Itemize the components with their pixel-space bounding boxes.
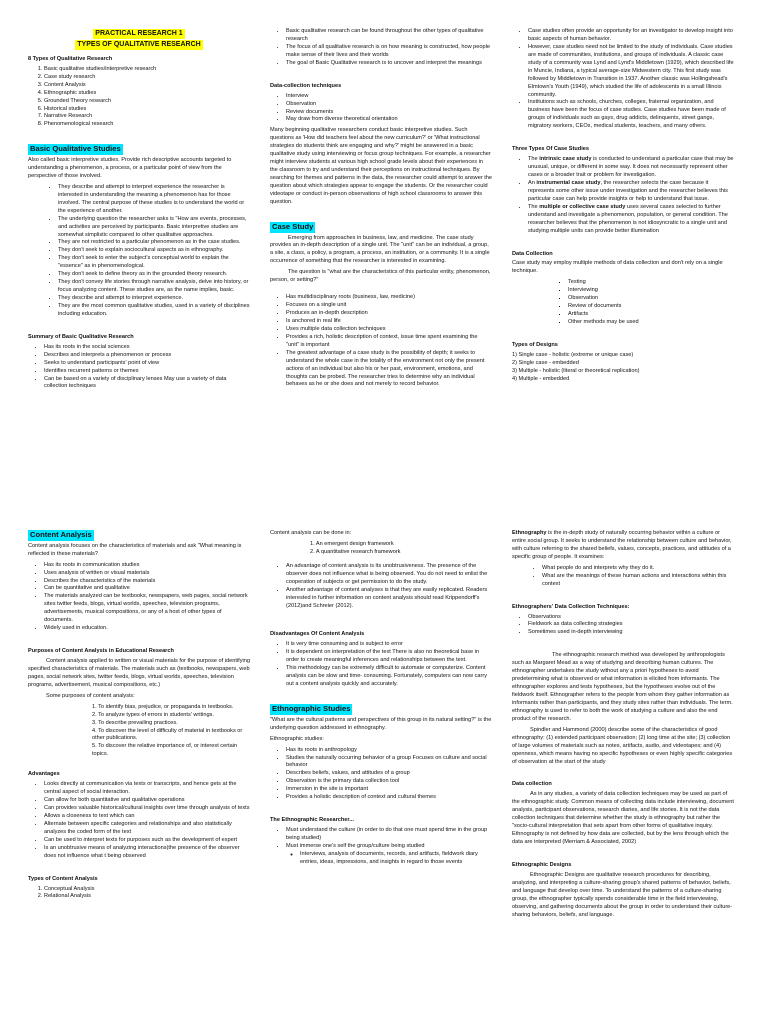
term-collective: multiple or collective case study bbox=[539, 203, 626, 210]
data-collection-paragraph: Many beginning qualitative researchers conduct basic interpretive studies. Such questions as 'How did teachers feel about the new curriculum?' or 'What instructional strategies do students think are engaging and why?' might be answered in a basic qualitative study using interviewing or focus group techniques. For example, a researcher might interview students at various high school grade levels about their experiences in the classroom to try and understand their perceptions on instructional techniques. By searching for themes and patterns in the data, the researcher could attempt to answer the question about which strategies appear to engage the students. Or the researcher could videotape or conduct in-person observations of high school classrooms to answer this question. bbox=[270, 127, 493, 205]
techniques-heading: Ethnographers' Data Collection Techniques: bbox=[512, 603, 630, 610]
list-item: 2. To analyze types of errors in students' writings. bbox=[92, 711, 214, 718]
ethnography-term: Ethnography bbox=[512, 530, 547, 536]
three-types-list bbox=[512, 156, 734, 235]
list-item: • The materials analyzed can be textbooks, newspapers, web pages, social network sites twitter feeds, blogs, virtual worlds, speeches, television programs, advertisements, musical compositions, or any of a host of other types of documents. bbox=[44, 593, 250, 625]
list-item: • Must understand the culture (in order to do that one must spend time in the group being studied) bbox=[286, 827, 492, 843]
list-item: • An instrumental case study, the researcher selects the case because it represents some other issue under investigation and the researcher believes this particular case can help provide insights or help to understand that issue. bbox=[528, 180, 734, 204]
list-item: • Can allow for both quantitative and qualitative operations bbox=[44, 797, 250, 805]
list-item: 3. To describe prevailing practices. bbox=[92, 719, 178, 726]
list-item: • The goal of Basic Qualitative research is to uncover and interpret the meanings bbox=[286, 60, 492, 68]
list-item: • Institutions such as schools, churches, colleges, fraternal organization, and business have been the focus of case studies. Case studies have been made of groups of individuals such as gays, drug addicts, delinquents, street gangs, migratory workers, CEOs, medical students, teachers, and many others. bbox=[528, 99, 734, 131]
done-list bbox=[270, 541, 492, 557]
ethnographic-intro: "What are the cultural patterns and perspectives of this group in its natural setting?" is the underlying question addressed in ethnography. bbox=[270, 716, 492, 731]
bottom-column-1 bbox=[28, 530, 262, 1010]
section-heading-basic: Basic Qualitative Studies bbox=[30, 144, 121, 154]
list-item: • Describes the characteristics of the materials bbox=[44, 578, 250, 586]
basic-intro: Also called basic interpretive studies. Provide rich descriptive accounts targeted to understanding a phenomenon, a process, or a particular point of view from the perspective of those involved. bbox=[28, 157, 232, 179]
term-intrinsic: intrinsic case study bbox=[539, 156, 592, 163]
data-collection-paragraph: As in any studies, a variety of data collection techniques may be used as part of the ethnographic study. Common means of collecting data include interviewing, document analysis, participant observations, research diaries, and life stories. It is not the data collection techniques that determine whether the study is ethnography but rather the "socio-cultural interpretation that sets apart from other forms of qualitative inquiry. Ethnography is not defined by how data are collected, but by the lens through which the data are interpreted (Merriam & Associated, 2002) bbox=[512, 791, 734, 845]
list-item: ▪ Observation bbox=[568, 295, 734, 303]
bottom-column-2 bbox=[270, 530, 504, 1010]
ethnography-examines-list bbox=[512, 565, 734, 589]
list-item: • They don't seek to define theory as in the grounded theory research. bbox=[58, 271, 250, 279]
list-item: • Uses multiple data collection techniques bbox=[286, 326, 492, 334]
content-analysis-intro: Content analysis focuses on the characteristics of materials and ask "What meaning is reflected in these materials? bbox=[28, 542, 242, 557]
disadvantages-bullets bbox=[270, 641, 492, 689]
list-item: • What are the meanings of these human actions and interactions within this context bbox=[542, 573, 734, 589]
list-item: • They describe and attempt to interpret experience the researcher is interested in understanding the meaning a phenomenon has for those involved. The central purpose of these studies is to understand the world or the experience of another. bbox=[58, 184, 250, 216]
list-item: • Observation bbox=[286, 101, 492, 109]
list-item: • The intrinsic case study is conducted to understand a particular case that may be unusual, unique, or different in some way. It does not necessarily represent other cases or a broader trait or problem for investigation. bbox=[528, 156, 734, 180]
list-item: 4. Ethnographic studies bbox=[44, 90, 250, 98]
content-analysis-more bbox=[270, 563, 492, 611]
list-item: ▪ Review of documents bbox=[568, 303, 734, 311]
list-item: • An advantage of content analysis is its unobtrusiveness. The presence of the observer does not influence what is being observed. You do not need to enlist the cooperation of subjects or get permission to do the study. bbox=[286, 563, 492, 587]
summary-bullets bbox=[28, 344, 250, 392]
ethnographic-bullets bbox=[270, 747, 492, 803]
design-item: 2) Single case - embedded bbox=[512, 359, 579, 366]
purposes-sub: Some purposes of content analysis: bbox=[46, 692, 135, 699]
advantages-bullets bbox=[28, 781, 250, 860]
list-item: ▪ Testing bbox=[568, 279, 734, 287]
document-title bbox=[28, 29, 250, 50]
list-item: 6. Historical studies bbox=[44, 106, 250, 114]
types-of-content-analysis-list bbox=[28, 886, 250, 902]
list-item: • It is very time consuming and is subject to error bbox=[286, 641, 492, 649]
design-item: 4) Multiple - embedded bbox=[512, 375, 570, 382]
list-item: • What people do and interprets why they do it. bbox=[542, 565, 734, 573]
ethnographic-researcher-sublist bbox=[286, 851, 492, 867]
list-item: 2. Case study research bbox=[44, 74, 250, 82]
list-item: • They don't seek to explain sociocultural aspects as in ethnography. bbox=[58, 247, 250, 255]
list-item: • Identifies recurrent patterns or themes bbox=[44, 368, 250, 376]
types-list bbox=[28, 66, 250, 130]
list-item: 2. Relational Analysis bbox=[44, 893, 250, 901]
section-heading-ethnographic: Ethnographic Studies bbox=[272, 704, 351, 713]
list-item: • They don't seek to enter the subject's conceptual world to explain the "essence" as in phenomenological. bbox=[58, 255, 250, 271]
list-item: • Produces an in-depth description bbox=[286, 310, 492, 318]
list-item: • Immersion in the site is important bbox=[286, 786, 492, 794]
list-item: 1. Conceptual Analysis bbox=[44, 886, 250, 894]
case-data-collection-intro: Case study may employ multiple methods of data collection and don't rely on a single technique. bbox=[512, 260, 723, 275]
case-data-collection-list bbox=[512, 279, 734, 327]
list-item: 2. A quantitative research framework bbox=[310, 548, 401, 555]
ethnographic-researcher-heading: The Ethnographic Researcher... bbox=[270, 817, 354, 824]
types-of-content-analysis-heading: Types of Content Analysis bbox=[28, 875, 98, 882]
list-item: • Seeks to understand participants' point of view bbox=[44, 360, 250, 368]
title-line-2: TYPES OF QUALITATIVE RESEARCH bbox=[77, 40, 201, 48]
summary-heading: Summary of Basic Qualitative Research bbox=[28, 333, 134, 340]
case-data-collection-heading: Data Collection bbox=[512, 250, 553, 257]
list-item: ▪ Interviewing bbox=[568, 287, 734, 295]
list-item: • Provides a rich, holistic description of context, issue time spent examining the "unit" is important bbox=[286, 334, 492, 350]
bottom-column-3 bbox=[512, 530, 746, 1010]
list-item: • Observations bbox=[528, 614, 734, 622]
list-item: 5. Grounded Theory research bbox=[44, 98, 250, 106]
list-item: • Allows a closeness to text which can bbox=[44, 813, 250, 821]
list-item: 3. Content Analysis bbox=[44, 82, 250, 90]
list-item: • Can be quantitative and qualitative bbox=[44, 585, 250, 593]
list-item: • Is an unobtrusive means of analyzing interactions(the presence of the observer does not influence what t being observed bbox=[44, 845, 250, 861]
section-heading-case-study: Case Study bbox=[272, 221, 314, 231]
design-item: 1) Single case - holistic (extreme or unique case) bbox=[512, 351, 634, 358]
disadvantages-heading: Disadvantages Of Content Analysis bbox=[270, 631, 365, 638]
list-item: • Has its roots in the social sciences bbox=[44, 344, 250, 352]
list-item: • Sometimes used in-depth interviewing bbox=[528, 629, 734, 637]
purposes-paragraph: Content analysis applied to written or visual materials for the purpose of identifying specified characteristics of materials. The materials such as (textbooks, newspapers, web pages, social network sites, twitter feeds, blogs, virtual worlds, speeches, television programs, advertisement, musical compositions, etc.) bbox=[28, 658, 250, 688]
list-item: • It is dependent on interpretation of the text There is also no theoretical base in order to create meaningful inferences and relationships between the text. bbox=[286, 649, 492, 665]
case-paragraph-2: The question is "what are the characteristics of this particular entity, phenomenon, person, or setting?" bbox=[270, 269, 491, 284]
term-instrumental: instrumental case study bbox=[536, 179, 601, 186]
list-item: • Focuses on a single unit bbox=[286, 302, 492, 310]
list-item: • Has multidisciplinary roots (business, law, medicine) bbox=[286, 294, 492, 302]
method-paragraph: The ethnographic research method was developed by anthropologists such as Margaret Mead as a way of studying and describing human cultures. The ethnographer undertakes the study without any a priori hypotheses to avoid predetermining what is observed or what information is elicited from informants. The ethnographer explores and tests hypotheses, but the hypotheses evolve out of the fieldwork itself. Ethnographer refers to the people from whom they gather information as informants rather than participants, and they study sites rather than individuals. The term. ethnography is used to refer to both the work of studying a culture and also the end product of the research. bbox=[512, 652, 733, 722]
list-item: 4. To discover the level of difficulty of material in textbooks or other publications. bbox=[92, 727, 243, 742]
list-item: 1. To identify bias, prejudice, or propaganda in textbooks. bbox=[92, 703, 234, 710]
designs-heading: Types of Designs bbox=[512, 341, 558, 348]
list-item: • Provides a holistic description of context and cultural themes bbox=[286, 794, 492, 802]
purposes-heading: Purposes of Content Analysis in Educational Research bbox=[28, 648, 174, 655]
list-item: ◦ Interviews, analysis of documents, records, and artifacts, fieldwork diary entries, ideas, impressions, and insights in regard to those events bbox=[300, 851, 492, 867]
case-paragraph-1: Emerging from approaches in business, law, and medicine. The case study provides an in-depth description of a single unit. The "unit" can be an individual, a group, a site, a class, a policy, a program, a process, an institution, or a community. It is a single occurrence of something that the researcher is interested in examining. bbox=[270, 234, 490, 265]
ethnographic-designs-paragraph: Ethnographic Designs are qualitative research procedures for describing, analyzing, and interpreting a culture-sharing group's shared patterns of behavior, beliefs, and language that develop over time. To understand the patterns of a culture-sharing group, the ethnographer typically spends considerable time in the field interviewing, observing, and gathering documents about the group in order to understand their culture-sharing behaviors, beliefs, and language. bbox=[512, 871, 733, 918]
techniques-list bbox=[512, 614, 734, 638]
data-collection-heading: Data collection bbox=[512, 781, 552, 788]
done-intro: Content analysis can be done in: bbox=[270, 530, 352, 536]
spindler-paragraph: Spindler and Hammond (2000) describe some of the characteristics of good ethnography: (1) extended participant observation; (2) long time at the site; (3) collection of large volumes of materials such as notes, artifacts, audio, and videotapes; and (4) openness, which means having no specific hypotheses or even highly specific categories of observation at the start of the study bbox=[512, 726, 733, 765]
list-item: • May draw from diverse theoretical orientation bbox=[286, 116, 492, 124]
list-item: ▪ Other methods may be used bbox=[568, 319, 734, 327]
list-item: • The multiple or collective case study uses several cases selected to further understand and investigate a phenomenon, population, or general condition. The researcher believes that the phenomenon is not idiosyncratic to a single unit and studying multiple units can provide better illumination bbox=[528, 204, 734, 236]
types-heading: 8 Types of Qualitative Research bbox=[28, 55, 113, 62]
top-column-3 bbox=[512, 28, 746, 490]
basic-bullets bbox=[28, 184, 250, 319]
content-analysis-bullets bbox=[28, 562, 250, 633]
list-item: • Review documents bbox=[286, 109, 492, 117]
design-item: 3) Multiple - holistic (literal or theoretical replication) bbox=[512, 367, 640, 374]
ethnographic-sub: Ethnographic studies: bbox=[270, 735, 324, 742]
list-item: • Describes and interprets a phenomenon or process bbox=[44, 352, 250, 360]
list-item: • Has its roots in anthropology bbox=[286, 747, 492, 755]
list-item: • However, case studies need not be limited to the study of individuals. Case studies are made of communities, institutions, and groups of individuals. A classic case study of a community was Lynd and Lynd's Middletown (1929), which described life in Muncie, Indiana, a typical average-size Midwestern city. This first study was followed by Middletown in Transition in 1937. Another classic was Hollingshead's Elmtown's Youth (1949), which studied the life of adolescents in a small Illinois community. bbox=[528, 44, 734, 100]
list-item: ▪ Artifacts bbox=[568, 311, 734, 319]
list-item: • The greatest advantage of a case study is the possibility of depth; it seeks to understand the whole case in the totality of the environment not only the present actions of an individual but also his or her past, environment, emotions, and thoughts can be probed. The researcher tries to determine why an individual behaves as he or she does and not merely to record behavior. bbox=[286, 350, 492, 390]
section-heading-content-analysis: Content Analysis bbox=[30, 530, 92, 539]
basic-more-bullets bbox=[270, 28, 492, 68]
list-item: • The underlying question the researcher asks is "How are events, processes, and activities are perceived by participants. Basic interpretive studies are somewhat simplistic compared to other qualitative approaches. bbox=[58, 216, 250, 240]
list-item: • Is anchored in real life bbox=[286, 318, 492, 326]
list-item: • They don't convey life stories through narrative analysis, delve into history, or focus analyzing content. These studies are, as the name implies, basic. bbox=[58, 279, 250, 295]
list-item: • Case studies often provide an opportunity for an investigator to develop insight into basic aspects of human behavior. bbox=[528, 28, 734, 44]
data-collection-list bbox=[270, 93, 492, 125]
list-item: • Another advantage of content analyses is that they are easily replicated. Readers interested in further information on content analysis should read Krippendorff's (2012)and Schreier (2012). bbox=[286, 587, 492, 611]
list-item: • Describes beliefs, values, and attitudes of a group bbox=[286, 770, 492, 778]
list-item: 1. An emergent design framework bbox=[310, 540, 394, 547]
list-item: • They are not restricted to a particular phenomenon as in the case studies. bbox=[58, 239, 250, 247]
list-item: • Alternate between specific categories and relationships and also statistically analyzes the coded form of the text bbox=[44, 821, 250, 837]
list-item: • Uses analysis of written or visual materials bbox=[44, 570, 250, 578]
list-item: • Must immerse one's self the group/culture being studied ◦ Interviews, analysis of documents, records, and artifacts, fieldwork diary entries, ideas, impressions, and insights in regard to those events bbox=[286, 843, 492, 867]
list-item: • Looks directly at communication via texts or transcripts, and hence gets at the central aspect of social interaction. bbox=[44, 781, 250, 797]
title-line-1: PRACTICAL RESEARCH 1 bbox=[95, 30, 183, 37]
list-item: 8. Phenomenological research bbox=[44, 121, 250, 129]
top-column-1 bbox=[28, 28, 262, 490]
data-collection-heading: Data-collection techniques bbox=[270, 82, 342, 89]
ethnographic-researcher-bullets bbox=[270, 827, 492, 867]
list-item: 5. To discover the relative importance of, or interest certain topics. bbox=[92, 743, 238, 758]
list-item: 7. Narrative Research bbox=[44, 113, 250, 121]
case-bullets bbox=[270, 294, 492, 389]
list-item: • Widely used in education. bbox=[44, 625, 250, 633]
list-item: • Can provides valuable historical/cultural insights over time through analysis of texts bbox=[44, 805, 250, 813]
case-more-bullets bbox=[512, 28, 734, 131]
list-item: • This methodology can be extremely difficult to automate or computerize. Content analysis can be slow and time- consuming. Fortunately, computers can now carry out a content analysis quickly and accurately. bbox=[286, 665, 492, 689]
list-item: • They are the most common qualitative studies, used in a variety of disciplines including education. bbox=[58, 303, 250, 319]
bottom-page bbox=[0, 530, 768, 1010]
list-item: • Interview bbox=[286, 93, 492, 101]
advantages-heading: Advantages bbox=[28, 771, 60, 778]
top-page bbox=[0, 28, 768, 490]
top-column-2 bbox=[270, 28, 504, 490]
list-item: • Can be based on a variety of disciplinary lenses May use a variety of data collection techniques bbox=[44, 376, 250, 392]
ethnographic-designs-heading: Ethnographic Designs bbox=[512, 861, 572, 868]
list-item: • They describe and attempt to interpret experience. bbox=[58, 295, 250, 303]
list-item: • Has its roots in communication studies bbox=[44, 562, 250, 570]
purposes-list bbox=[28, 704, 250, 760]
list-item: • The focus of all qualitative research is on how meaning is constructed, how people make sense of their lives and their worlds bbox=[286, 44, 492, 60]
list-item: • Basic qualitative research can be found throughout the other types of qualitative research bbox=[286, 28, 492, 44]
list-item: • Fieldwork as data collecting strategies bbox=[528, 621, 734, 629]
list-item: 1. Basic qualitative studies/interpretive research bbox=[44, 66, 250, 74]
list-item: • Can be used to interpret texts for purposes such as the development of expert bbox=[44, 837, 250, 845]
list-item: • Studies the naturally occurring behavior of a group Focuses on culture and social behavior bbox=[286, 755, 492, 771]
three-types-heading: Three Types Of Case Studies bbox=[512, 146, 589, 153]
ethnography-definition: Ethnography is the in-depth study of naturally occurring behavior within a culture or entire social group. It seeks to understand the relationship between culture and behavior, with culture referring to the shared beliefs, values, concepts, practices, and attitudes of a specific group of people. It examines: bbox=[512, 530, 732, 560]
list-item: • Observation is the primary data collection tool bbox=[286, 778, 492, 786]
